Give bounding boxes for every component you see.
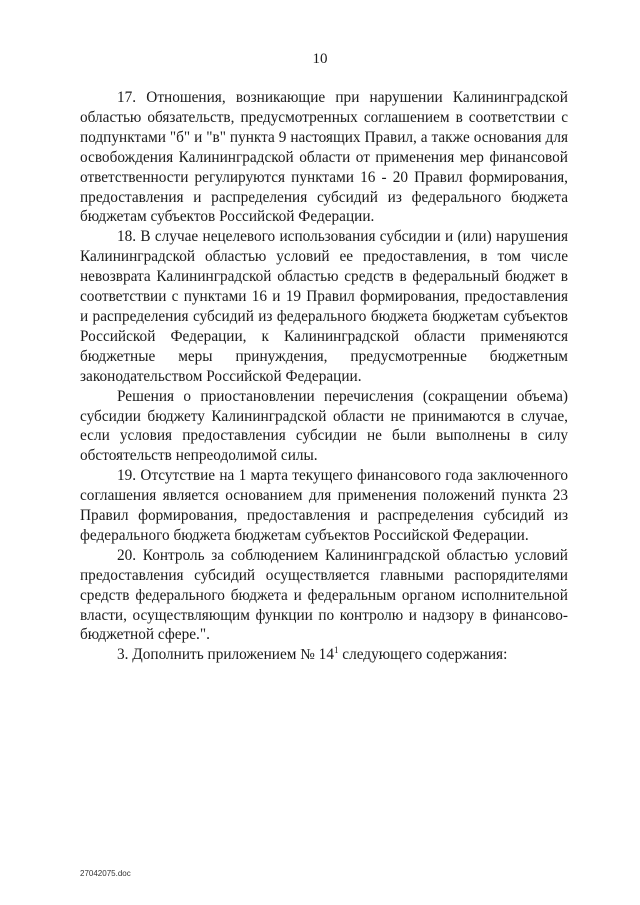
paragraph-3-supplement xyxy=(80,645,568,665)
supplement-text-after: следующего содержания: xyxy=(338,646,508,664)
paragraph-19: 19. Отсутствие на 1 марта текущего финансового года заключенного соглашения является основанием для применения положений пункта 23 Правил формирования, предоставления и распределения субсидий из федерального бюджета бюджетам субъектов Российской Федерации. xyxy=(80,467,568,544)
document-body xyxy=(80,88,568,665)
document-file-code: 27042075.doc xyxy=(80,869,131,878)
page-number: 10 xyxy=(312,51,328,67)
paragraph-18-decisions: Решения о приостановлении перечисления (сокращении объема) субсидии бюджету Калининградской области не принимаются в случае, если условия предоставления субсидии не были выполнены в силу обстоятельств непреодолимой силы. xyxy=(80,387,568,465)
supplement-superscript: 1 xyxy=(333,645,339,656)
paragraph-18: 18. В случае нецелевого использования субсидии и (или) нарушения Калининградской областью условий ее предоставления, в том числе невозврата Калининградской областью средств в федеральный бюджет в соответствии с пунктами 16 и 19 Правил формирования, предоставления и распределения субсидий из федерального бюджета бюджетам субъектов Российской Федерации, к Калининградской области применяются бюджетные меры принуждения, предусмотренные бюджетным законодательством Российской Федерации. xyxy=(80,228,568,385)
paragraph-20: 20. Контроль за соблюдением Калининградской областью условий предоставления субсидий осуществляется главными распорядителями средств федерального бюджета и федеральным органом исполнительной власти, осуществляющим функции по контролю и надзору в финансово-бюджетной сфере.". xyxy=(80,546,568,644)
paragraph-17: 17. Отношения, возникающие при нарушении Калининградской областью обязательств, предусмотренных соглашением в соответствии с подпунктами "б" и "в" пункта 9 настоящих Правил, а также основания для освобождения Калининградской области от применения мер финансовой ответственности регулируются пунктами 16 - 20 Правил формирования, предоставления и распределения субсидий из федерального бюджета бюджетам субъектов Российской Федерации. xyxy=(80,89,568,226)
supplement-text-before: 3. Дополнить приложением № 14 xyxy=(117,646,334,664)
